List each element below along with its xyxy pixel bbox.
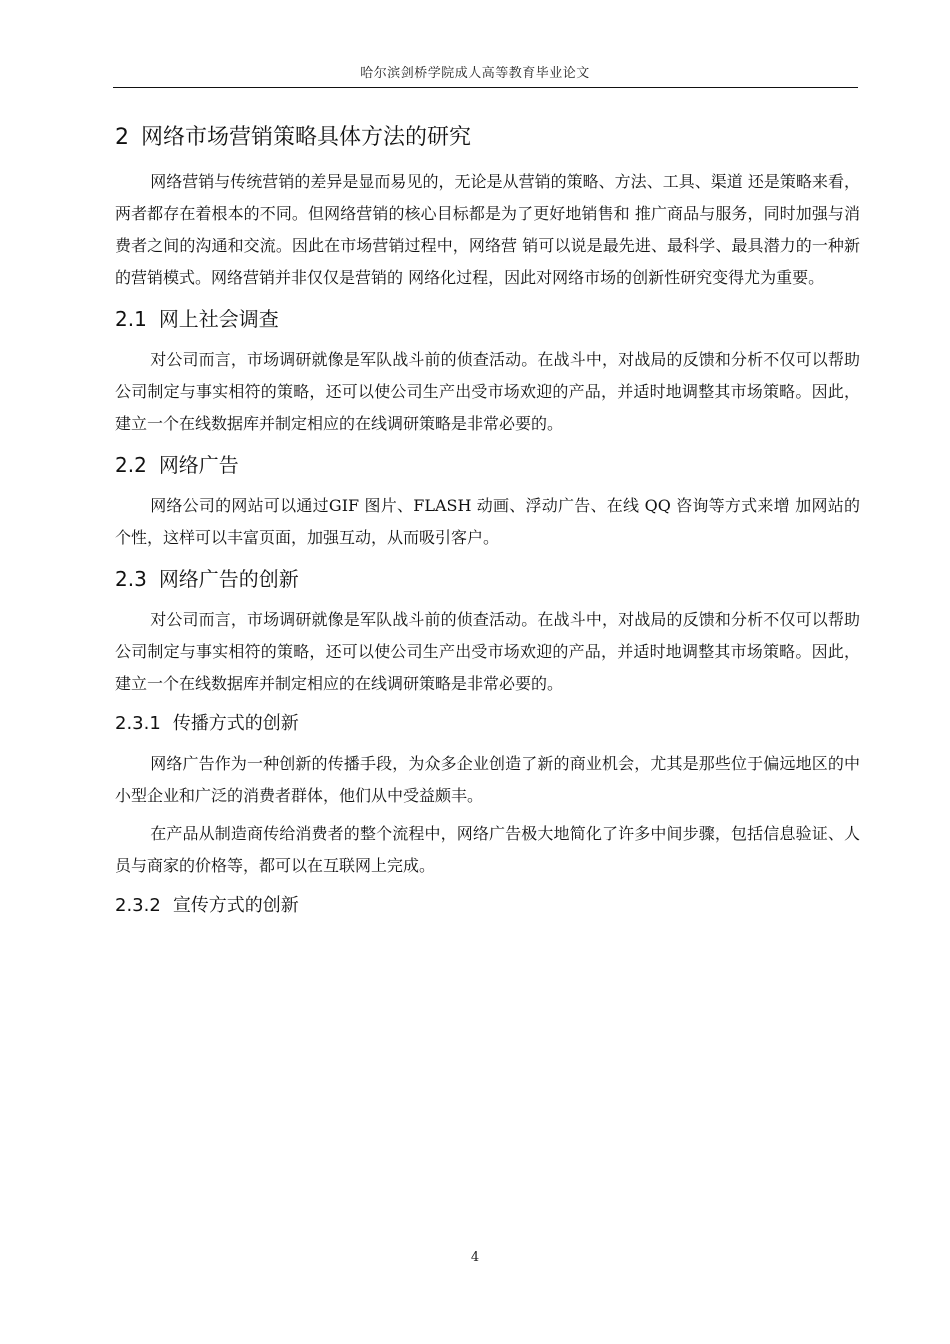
page-number: 4: [470, 1250, 480, 1265]
section-number: 2.2: [115, 453, 147, 477]
section-2-2-heading: [115, 448, 860, 482]
section-number: 2.3.1: [115, 713, 161, 734]
page-body: [115, 120, 860, 930]
section-title: 网络广告: [158, 453, 239, 477]
section-2-1-heading: [115, 302, 860, 336]
section-number: 2.3.2: [115, 895, 161, 916]
section-2-3-1-paragraph-2: 在产品从制造商传给消费者的整个流程中，网络广告极大地简化了许多中间步骤，包括信息验证、人员与商家的价格等，都可以在互联网上完成。: [115, 824, 860, 875]
section-2-3-1-heading: [115, 708, 860, 740]
section-2-heading: [115, 120, 860, 156]
section-title: 网络市场营销策略具体方法的研究: [141, 125, 472, 150]
section-2-3-paragraph: 对公司而言，市场调研就像是军队战斗前的侦查活动。在战斗中，对战局的反馈和分析不仅可以帮助公司制定与事实相符的策略，还可以使公司生产出受市场欢迎的产品，并适时地调整其市场策略。因此，建立一个在线数据库并制定相应的在线调研策略是非常必要的。: [115, 610, 860, 693]
section-number: 2.1: [115, 307, 147, 331]
section-2-paragraph: 网络营销与传统营销的差异是显而易见的，无论是从营销的策略、方法、工具、渠道 还是策略来看，两者都存在着根本的不同。但网络营销的核心目标都是为了更好地销售和 推广商品与服务，同时加强与消费者之间的沟通和交流。因此在市场营销过程中，网络营 销可以说是最先进、最科学、最具潜力的一种新的营销模式。网络营销并非仅仅是营销的 网络化过程，因此对网络市场的创新性研究变得尤为重要。: [115, 172, 860, 287]
section-2-3-2-heading: [115, 890, 860, 922]
running-header: 哈尔滨剑桥学院成人高等教育毕业论文: [360, 66, 590, 81]
header-divider: [113, 87, 858, 88]
section-title: 网上社会调查: [158, 307, 279, 331]
section-2-2-paragraph: 网络公司的网站可以通过GIF 图片、FLASH 动画、浮动广告、在线 QQ 咨询等方式来增 加网站的个性，这样可以丰富页面，加强互动，从而吸引客户。: [115, 496, 860, 547]
section-title: 网络广告的创新: [158, 567, 299, 591]
section-2-1-paragraph: 对公司而言，市场调研就像是军队战斗前的侦查活动。在战斗中，对战局的反馈和分析不仅可以帮助公司制定与事实相符的策略，还可以使公司生产出受市场欢迎的产品，并适时地调整其市场策略。因此，建立一个在线数据库并制定相应的在线调研策略是非常必要的。: [115, 350, 860, 433]
section-number: 2: [115, 125, 129, 150]
section-2-3-1-paragraph-1: 网络广告作为一种创新的传播手段，为众多企业创造了新的商业机会，尤其是那些位于偏远地区的中小型企业和广泛的消费者群体，他们从中受益颇丰。: [115, 754, 860, 805]
section-title: 宣传方式的创新: [172, 895, 299, 916]
section-2-3-heading: [115, 562, 860, 596]
section-title: 传播方式的创新: [172, 713, 299, 734]
section-number: 2.3: [115, 567, 147, 591]
